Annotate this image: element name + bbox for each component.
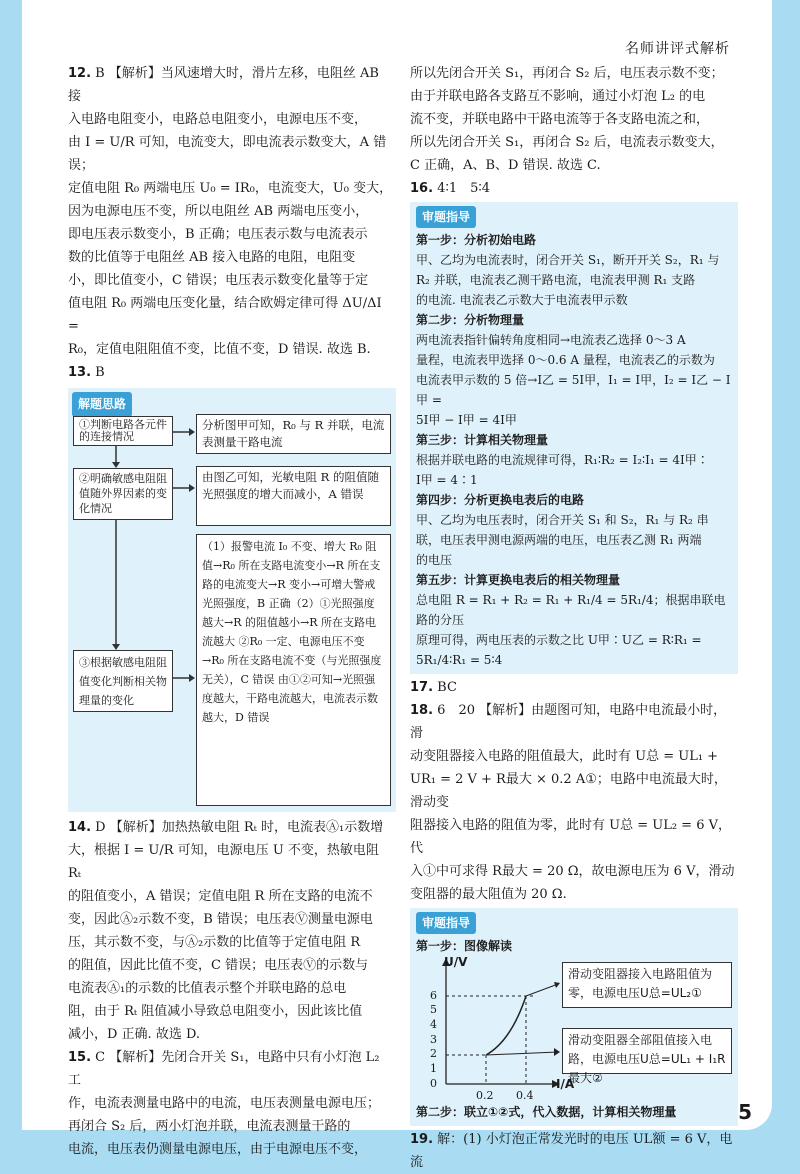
step-3-box: ③根据敏感电阻阻值变化判断相关物理量的变化 bbox=[73, 650, 173, 712]
question-number: 17. bbox=[410, 680, 434, 695]
guidance-box bbox=[410, 202, 738, 674]
answer-line: 流不变，并联电路中干路电流等于各支路电流之和， bbox=[410, 112, 710, 127]
answer-line: 因为电源电压不变，所以电阻丝 AB 两端电压变小， bbox=[68, 204, 369, 219]
step-line: I甲 = 4∶1 bbox=[416, 473, 478, 487]
answer: 4∶1 5∶4 bbox=[437, 181, 491, 196]
flowchart bbox=[68, 388, 396, 812]
left-column bbox=[68, 62, 396, 1161]
answer-line: 值电阻 R₀ 两端电压变化量，结合欧姆定律可得 ΔU/ΔI = bbox=[68, 296, 382, 334]
answer-line: 压，其示数不变，与Ⓐ₂示数的比值等于定值电阻 R bbox=[68, 935, 361, 950]
answer: B bbox=[95, 365, 105, 380]
y-tick: 6 bbox=[430, 989, 437, 1002]
u-i-graph bbox=[416, 955, 732, 1102]
question-14 bbox=[68, 816, 396, 1046]
question-12 bbox=[68, 62, 396, 361]
answer-line: 入①中可求得 R最大 = 20 Ω，故电源电压为 6 V，滑动 bbox=[410, 864, 735, 879]
question-15 bbox=[68, 1046, 396, 1161]
step-line: 的电流. 电流表乙示数大于电流表甲示数 bbox=[416, 293, 628, 307]
question-number: 13. bbox=[68, 365, 92, 380]
answer-line: 的阻值，因此比值不变，C 错误；电压表Ⓥ的示数与 bbox=[68, 958, 369, 973]
answer-line: 所以先闭合开关 S₁，再闭合 S₂ 后，电压表示数不变； bbox=[410, 66, 724, 81]
question-17 bbox=[410, 676, 738, 699]
step-title: 第二步：联立①②式，代入数据，计算相关物理量 bbox=[416, 1105, 677, 1119]
step-line: 的电压 bbox=[416, 553, 453, 567]
answer-line: B 【解析】当风速增大时，滑片左移，电阻丝 AB 接 bbox=[68, 66, 379, 104]
y-tick: 5 bbox=[430, 1003, 437, 1016]
answer-line: C 【解析】先闭合开关 S₁，电路中只有小灯泡 L₂ 工 bbox=[68, 1050, 380, 1088]
answer-line: 减小，D 正确. 故选 D. bbox=[68, 1027, 201, 1042]
question-number: 14. bbox=[68, 820, 92, 835]
guidance-tag: 审题指导 bbox=[416, 206, 476, 228]
step-line: 量程，电流表甲选择 0～0.6 A 量程，电流表乙的示数为 bbox=[416, 353, 715, 367]
answer-line: D 【解析】加热热敏电阻 Rₜ 时，电流表Ⓐ₁示数增 bbox=[95, 820, 384, 835]
step-title: 第二步：分析物理量 bbox=[416, 313, 525, 327]
x-tick: 0.4 bbox=[516, 1089, 534, 1102]
step-line: 电流表甲示数的 5 倍→I乙 = 5I甲，I₁ = I甲，I₂ = I乙 − I甲 = bbox=[416, 373, 731, 407]
question-number: 18. bbox=[410, 703, 434, 718]
step-line: 总电阻 R = R₁ + R₂ = R₁ + R₁/4 = 5R₁/4；根据串联电路的分压 bbox=[416, 593, 726, 627]
question-number: 15. bbox=[68, 1050, 92, 1065]
y-tick: 0 bbox=[430, 1077, 437, 1090]
answer-line: 作，电流表测量电路中的电流，电压表测量电源电压； bbox=[68, 1096, 381, 1111]
header-title: 名师讲评式解析 bbox=[625, 41, 730, 57]
page-number: 5 bbox=[738, 1100, 752, 1124]
answer-line: 大，根据 I = U/R 可知，电源电压 U 不变，热敏电阻 Rₜ bbox=[68, 843, 379, 881]
step-line: R₂ 并联，电流表乙测干路电流，电流表甲测 R₁ 支路 bbox=[416, 273, 696, 287]
right-column bbox=[410, 62, 738, 1174]
answer: BC bbox=[437, 680, 457, 695]
y-tick: 2 bbox=[430, 1047, 437, 1060]
step-line: 两电流表指针偏转角度相同→电流表乙选择 0～3 A bbox=[416, 333, 686, 347]
step-title: 第一步：分析初始电路 bbox=[416, 233, 537, 247]
step-title: 第五步：计算更换电表后的相关物理量 bbox=[416, 573, 621, 587]
question-13 bbox=[68, 361, 396, 812]
answer-line: 6 20 【解析】由题图可知，电路中电流最小时，滑 bbox=[410, 703, 727, 741]
answer-line: UR₁ = 2 V + R最大 × 0.2 A①；电路中电流最大时，滑动变 bbox=[410, 772, 727, 810]
y-tick: 3 bbox=[430, 1033, 437, 1046]
question-19 bbox=[410, 1128, 738, 1174]
result-3-box: （1）报警电流 I₀ 不变、增大 R₀ 阻值→R₀ 所在支路电流变小→R 所在支路的电流变大→R 变小→可增大警戒光照强度，B 正确（2）①光照强度越大→R 的阻值越小→R 所在支路电流越大 ②R₀ 一定、电源电压不变→R₀ 所在支路电流不变（与光照强度无关），C 错误 由①②可知→光照强度越大，干路电流越大，电流表示数越大，D 错误 bbox=[196, 534, 391, 806]
step-title: 第四步：分析更换电表后的电路 bbox=[416, 493, 585, 507]
answer-line: 的阻值变小，A 错误；定值电阻 R 所在支路的电流不 bbox=[68, 889, 373, 904]
step-line: 5I甲 − I甲 = 4I甲 bbox=[416, 413, 517, 427]
answer-line: 数的比值等于电阻丝 AB 接入电路的电阻，电阻变 bbox=[68, 250, 356, 265]
step-line: 甲、乙均为电压表时，闭合开关 S₁ 和 S₂，R₁ 与 R₂ 串 bbox=[416, 513, 709, 527]
guidance-tag: 审题指导 bbox=[416, 912, 476, 934]
answer-line: 由于并联电路各支路互不影响，通过小灯泡 L₂ 的电 bbox=[410, 89, 706, 104]
result-2-box: 由图乙可知，光敏电阻 R 的阻值随光照强度的增大而减小，A 错误 bbox=[196, 466, 391, 526]
answer-line: 小，即比值变小，C 错误；电压表示数变化量等于定 bbox=[68, 273, 369, 288]
question-number: 12. bbox=[68, 66, 92, 81]
graph-note-1: 滑动变阻器接入电路阻值为零，电源电压U总=UL₂① bbox=[562, 962, 732, 1008]
answer-line: 即电压表示数变小，B 正确；电压表示数与电流表示 bbox=[68, 227, 368, 242]
answer-line: 动变阻器接入电路的阻值最大，此时有 U总 = UL₁ + bbox=[410, 749, 719, 764]
solution-tag: 解题思路 bbox=[72, 392, 132, 417]
question-number: 16. bbox=[410, 181, 434, 196]
step-title: 第一步：图像解读 bbox=[416, 939, 513, 953]
answer-line: 解：(1) 小灯泡正常发光时的电压 UL额 = 6 V，电流 bbox=[410, 1132, 733, 1170]
question-number: 19. bbox=[410, 1132, 434, 1147]
answer-line: 所以先闭合开关 S₁，再闭合 S₂ 后，电流表示数变大， bbox=[410, 135, 724, 150]
answer-line: 变阻器的最大阻值为 20 Ω. bbox=[410, 887, 567, 902]
answer-line: 由 I = U/R 可知，电流变大，即电流表示数变大，A 错误； bbox=[68, 135, 387, 173]
answer-line: C 正确，A、B、D 错误. 故选 C. bbox=[410, 158, 601, 173]
answer-line: 入电路电阻变小，电路总电阻变小，电源电压不变， bbox=[68, 112, 368, 127]
answer-line: 定值电阻 R₀ 两端电压 U₀ = IR₀，电流变大，U₀ 变大， bbox=[68, 181, 393, 196]
step-line: 根据并联电路的电流规律可得，R₁∶R₂ = I₂∶I₁ = 4I甲∶ bbox=[416, 453, 709, 467]
answer-line: 电流，电压表仍测量电源电压，由于电源电压不变， bbox=[68, 1142, 368, 1157]
question-15-continued bbox=[410, 62, 738, 177]
step-1-box: ①判断电路各元件的连接情况 bbox=[73, 416, 173, 446]
question-16 bbox=[410, 177, 738, 674]
y-tick: 4 bbox=[430, 1018, 437, 1031]
graph-note-2: 滑动变阻器全部阻值接入电路，电源电压U总=UL₁ + I₁R最大② bbox=[562, 1028, 732, 1074]
y-tick: 1 bbox=[430, 1062, 437, 1075]
answer-line: R₀，定值电阻阻值不变，比值不变，D 错误. 故选 B. bbox=[68, 342, 371, 357]
answer-line: 电流表Ⓐ₁的示数的比值表示整个并联电路的总电 bbox=[68, 981, 347, 996]
result-1-box: 分析图甲可知，R₀ 与 R 并联，电流表测量干路电流 bbox=[196, 414, 391, 454]
step-line: 原理可得，两电压表的示数之比 U甲∶U乙 = R∶R₁ = bbox=[416, 633, 702, 647]
answer-line: 再闭合 S₂ 后，两小灯泡并联，电流表测量干路的 bbox=[68, 1119, 351, 1134]
question-18 bbox=[410, 699, 738, 1126]
y-axis-label: U/V bbox=[444, 955, 468, 969]
answer-line: 阻，由于 Rₜ 阻值减小导致总电阻变小，因此该比值 bbox=[68, 1004, 363, 1019]
answer-line: 阻器接入电路的阻值为零，此时有 U总 = UL₂ = 6 V，代 bbox=[410, 818, 731, 856]
x-axis-label: I/A bbox=[556, 1077, 575, 1091]
step-title: 第三步：计算相关物理量 bbox=[416, 433, 549, 447]
guidance-box bbox=[410, 908, 738, 1126]
step-line: 5R₁/4∶R₁ = 5∶4 bbox=[416, 653, 503, 667]
step-line: 联，电压表甲测电源两端的电压，电压表乙测 R₁ 两端 bbox=[416, 533, 702, 547]
step-line: 甲、乙均为电流表时，闭合开关 S₁，断开开关 S₂，R₁ 与 bbox=[416, 253, 720, 267]
x-tick: 0.2 bbox=[476, 1089, 494, 1102]
answer-line: 变，因此Ⓐ₂示数不变，B 错误；电压表Ⓥ测量电源电 bbox=[68, 912, 373, 927]
step-2-box: ②明确敏感电阻阻值随外界因素的变化情况 bbox=[73, 468, 173, 520]
